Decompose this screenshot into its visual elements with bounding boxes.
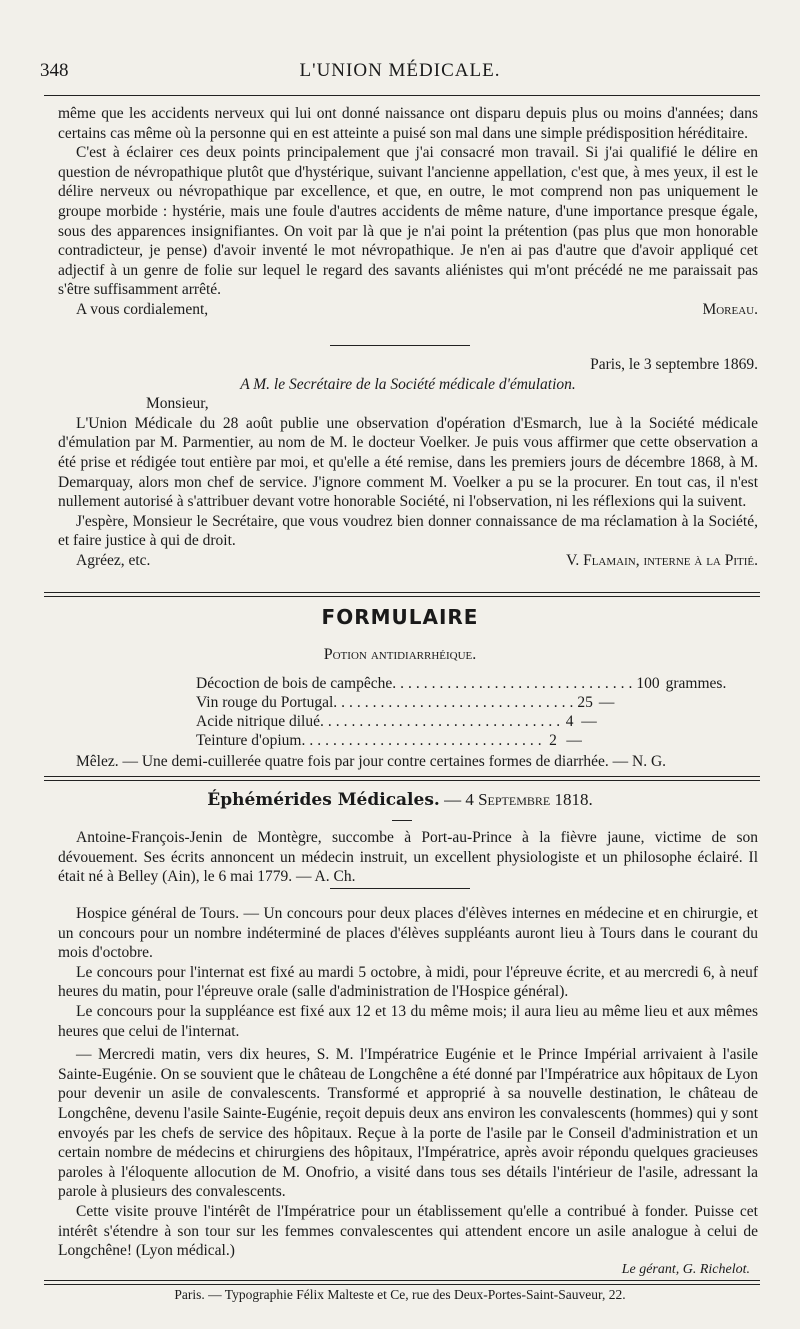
short-divider <box>330 888 470 889</box>
page-number: 348 <box>40 60 69 81</box>
paragraph: J'espère, Monsieur le Secrétaire, que vous voudrez bien donner connaissance de ma réclamation à la Société, et faire justice à qui de droit. <box>58 512 758 550</box>
paragraph: Le concours pour la suppléance est fixé aux 12 et 13 du même mois; il aura lieu au même lieu et aux mêmes heures que celui de l'internat. <box>58 1002 758 1040</box>
leader-dots: ............................... <box>301 732 546 749</box>
ephemerides-date: — 4 Septembre 1818. <box>444 790 593 809</box>
short-divider <box>392 820 412 821</box>
salutation: Monsieur, <box>146 395 209 413</box>
section-rule <box>44 592 760 597</box>
ingredient-name: Décoction de bois de campêche <box>196 675 393 692</box>
signature: Moreau. <box>702 300 758 318</box>
short-divider <box>330 345 470 346</box>
ingredient-qty: 4 <box>565 713 574 730</box>
section-rule <box>44 776 760 781</box>
printer-imprint: Paris. — Typographie Félix Malteste et Ce, rue des Deux-Portes-Saint-Sauveur, 22. <box>174 1287 626 1302</box>
addressee: A M. le Secrétaire de la Société médicale d'émulation. <box>240 375 576 393</box>
ingredient-unit: — <box>598 694 615 711</box>
dateline: Paris, le 3 septembre 1869. <box>590 356 758 373</box>
ephemerides-entry <box>58 828 758 887</box>
page-header <box>40 60 760 90</box>
footer-rule <box>44 1280 760 1285</box>
ingredient-name: Vin rouge du Portugal <box>196 694 334 711</box>
ingredient-unit: — <box>581 713 597 730</box>
journal-title: L'UNION MÉDICALE. <box>299 60 501 81</box>
formulaire-title: FORMULAIRE <box>321 605 479 629</box>
letter-moreau <box>58 104 758 320</box>
gerant-signature: Le gérant, G. Richelot. <box>621 1262 750 1277</box>
ingredient-row <box>196 712 626 731</box>
signature: V. Flamain, interne à la Pitié. <box>566 551 758 569</box>
ingredient-name: Teinture d'opium <box>196 732 302 749</box>
ingredient-row <box>196 693 626 712</box>
ephemerides-title: Éphémérides Médicales. <box>207 790 440 810</box>
leader-dots: ............................... <box>333 694 578 711</box>
ingredient-qty: 2 <box>549 732 557 749</box>
paragraph: C'est à éclairer ces deux points principalement que j'ai consacré mon travail. Si j'ai qualifié le délire en question de névropathique plutôt que d'hystérique, suivant l'ancienne appellation, c'est que, à mes yeux, il est le délire nerveux ou névropathique par excellence, et que, en outre, le mot comprend non pas uniquement le groupe morbide : hystérie, mais une foule d'autres accidents de même nature, d'une importance presque égale, sous des apparences insignifiantes. On voit par là que je n'ai point la prétention (pas plus que mon honorable contradicteur, je pense) d'avoir inventé le mot névropathique. Je n'en ai pas d'autre que d'avoir appliqué cet adjectif à un genre de folie sur lequel le regard des savants aliénistes qui m'ont précédé ne me paraissait pas s'être suffisamment arrêté. <box>58 144 758 299</box>
closing: A vous cordialement, <box>76 300 209 318</box>
paragraph: L'Union Médicale du 28 août publie une observation d'opération d'Esmarch, lue à la Société médicale d'émulation par M. Parmentier, au nom de M. le docteur Voelker. Je puis vous affirmer que cette observation a été prise et rédigée tout entière par moi, et qu'elle a été remise, dans les premiers jours de décembre 1868, à M. Demarquay, alors mon chef de service. J'ignore comment M. Voelker a pu se la procurer. En tout cas, il n'est nullement autorisé à s'attribuer devant votre honorable Société, ni l'observation, ni les réflexions qui la suivent. <box>58 414 758 511</box>
news-section <box>58 904 758 1261</box>
paragraph: Hospice général de Tours. — Un concours pour deux places d'élèves internes en médecine et en chirurgie, et un concours pour un nombre indéterminé de places d'élèves suppléants auront lieu à Tours dans le courant du mois d'octobre. <box>58 905 758 962</box>
paragraph: Le concours pour l'internat est fixé au mardi 5 octobre, à midi, pour l'épreuve écrite, et au mercredi 6, à neuf heures du matin, pour l'épreuve orale (salle d'administration de l'Hospice général). <box>58 963 758 1001</box>
ingredient-row <box>196 731 626 750</box>
ingredient-name: Acide nitrique dilué <box>196 713 320 730</box>
recipe-instructions: Mêlez. — Une demi-cuillerée quatre fois par jour contre certaines formes de diarrhée. — N. G. <box>76 753 667 770</box>
closing-row <box>58 551 758 571</box>
ephemerides-heading <box>0 790 800 810</box>
header-rule <box>44 95 760 96</box>
recipe <box>196 674 727 750</box>
ingredient-qty: 25 <box>577 694 593 711</box>
letter-flamain <box>58 355 758 571</box>
ingredient-row <box>196 674 727 693</box>
closing-row <box>58 300 758 320</box>
ingredient-unit: grammes. <box>665 675 727 692</box>
ingredient-qty: 100 <box>636 675 660 692</box>
paragraph: Antoine-François-Jenin de Montègre, succombe à Port-au-Prince à la fièvre jaune, victime de son dévouement. Ses écrits annoncent un médecin instruit, un excellent physiologiste et un philosophe éclairé. Il était né à Belley (Ain), le 6 mai 1779. — A. Ch. <box>58 829 758 886</box>
closing: Agréez, etc. <box>76 551 151 569</box>
leader-dots: ............................... <box>392 675 637 692</box>
ingredient-unit: — <box>566 732 582 749</box>
paragraph: Cette visite prouve l'intérêt de l'Impératrice pour un établissement qu'elle a contribué à fonder. Puisse cet intérêt s'étendre à son tour sur les femmes convalescentes qui attendent encore un asile analogue à celui de Longchêne! (Lyon médical.) <box>58 1202 758 1260</box>
paragraph: même que les accidents nerveux qui lui ont donné naissance ont disparu depuis plus ou moins d'années; dans certains cas même où la personne qui en est atteinte a puisé son mal dans une simple prédisposition héréditaire. <box>58 105 758 142</box>
potion-title: Potion antidiarrhéique. <box>323 646 477 663</box>
paragraph: — Mercredi matin, vers dix heures, S. M. l'Impératrice Eugénie et le Prince Impérial arrivaient à l'asile Sainte-Eugénie. On se souvient que le château de Longchêne a été donné par l'Impératrice aux hôpitaux de Lyon pour devenir un asile de convalescents. Transformé et approprié à sa nouvelle destination, le château de Longchêne, devenu l'asile Sainte-Eugénie, reçoit depuis deux ans environ les convalescents (hommes) qui y sont envoyés par les chefs de service des hôpitaux. Reçue à la porte de l'asile par le Conseil d'administration et un certain nombre de médecins et chirurgiens des hôpitaux, l'Impératrice, après avoir répondu quelques gracieuses paroles à l'éloquente allocution de M. Onofrio, a visité dans tous ses détails l'intérieur de l'asile, adressant la parole à plusieurs des convalescents. <box>58 1046 758 1201</box>
leader-dots: ............................... <box>319 713 565 730</box>
